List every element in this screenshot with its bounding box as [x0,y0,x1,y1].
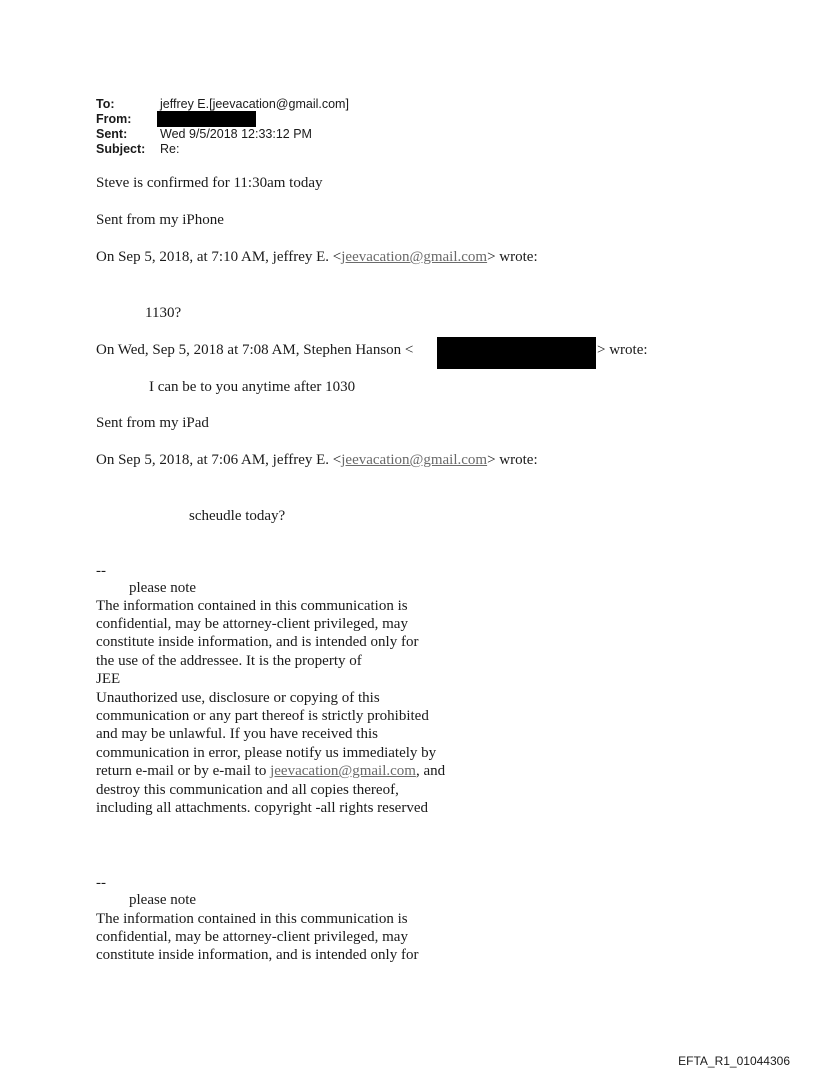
quote-header-3 [96,451,538,469]
disclaimer-1-line: including all attachments. copyright -all rights reserved [96,800,428,816]
email-redaction [437,337,596,369]
to-label: To: [96,97,115,111]
disclaimer-1-line: and may be unlawful. If you have received this [96,726,378,742]
message-anytime: I can be to you anytime after 1030 [149,379,356,395]
disclaimer-1-line: The information contained in this communication is [96,598,408,614]
disclaimer-1-note: please note [129,580,197,596]
ipad-signature: Sent from my iPad [96,415,209,431]
disclaimer-1-line-email [96,762,445,780]
quote-header-1-post: > wrote: [487,249,538,265]
sent-value: Wed 9/5/2018 12:33:12 PM [160,127,312,141]
subject-label: Subject: [96,142,146,156]
disclaimer-1-line: constitute inside information, and is intended only for [96,634,419,650]
disclaimer-1-dashes: -- [96,563,106,579]
disclaimer-1-email-link[interactable]: jeevacation@gmail.com [270,763,416,779]
disclaimer-1-email-pre: return e-mail or by e-mail to [96,763,271,779]
iphone-signature: Sent from my iPhone [96,212,224,228]
disclaimer-2-line: constitute inside information, and is intended only for [96,947,419,963]
disclaimer-1-line: communication in error, please notify us immediately by [96,745,437,761]
message-1130: 1130? [145,305,182,321]
quote-header-2-post: > wrote: [597,342,648,358]
disclaimer-1-line: destroy this communication and all copies thereof, [96,782,399,798]
disclaimer-1-line: Unauthorized use, disclosure or copying of this [96,690,380,706]
disclaimer-1-line: communication or any part thereof is strictly prohibited [96,708,429,724]
message-schedule: scheudle today? [189,508,286,524]
disclaimer-2-line: confidential, may be attorney-client privileged, may [96,929,408,945]
disclaimer-1-email-post: , and [415,763,446,779]
disclaimer-2-line: The information contained in this communication is [96,911,408,927]
quote-header-1-pre: On Sep 5, 2018, at 7:10 AM, jeffrey E. < [96,249,342,265]
quote-header-2-pre: On Wed, Sep 5, 2018 at 7:08 AM, Stephen Hanson < [96,342,414,358]
to-value: jeffrey E.[jeevacation@gmail.com] [160,97,349,111]
from-label: From: [96,112,132,126]
disclaimer-2-note: please note [129,892,197,908]
disclaimer-1-line: confidential, may be attorney-client privileged, may [96,616,408,632]
quote-header-3-post: > wrote: [487,452,538,468]
from-redaction [157,111,256,127]
subject-value: Re: [160,142,180,156]
document-id: EFTA_R1_01044306 [678,1054,790,1068]
quote-header-3-email-link[interactable]: jeevacation@gmail.com [341,452,488,468]
disclaimer-1-line: JEE [96,671,121,687]
body-confirmed-line: Steve is confirmed for 11:30am today [96,175,323,191]
sent-label: Sent: [96,127,128,141]
quote-header-3-pre: On Sep 5, 2018, at 7:06 AM, jeffrey E. < [96,452,342,468]
quote-header-1 [96,248,538,266]
disclaimer-1-line: the use of the addressee. It is the property of [96,653,362,669]
quote-header-1-email-link[interactable]: jeevacation@gmail.com [341,249,488,265]
disclaimer-2-dashes: -- [96,875,106,891]
